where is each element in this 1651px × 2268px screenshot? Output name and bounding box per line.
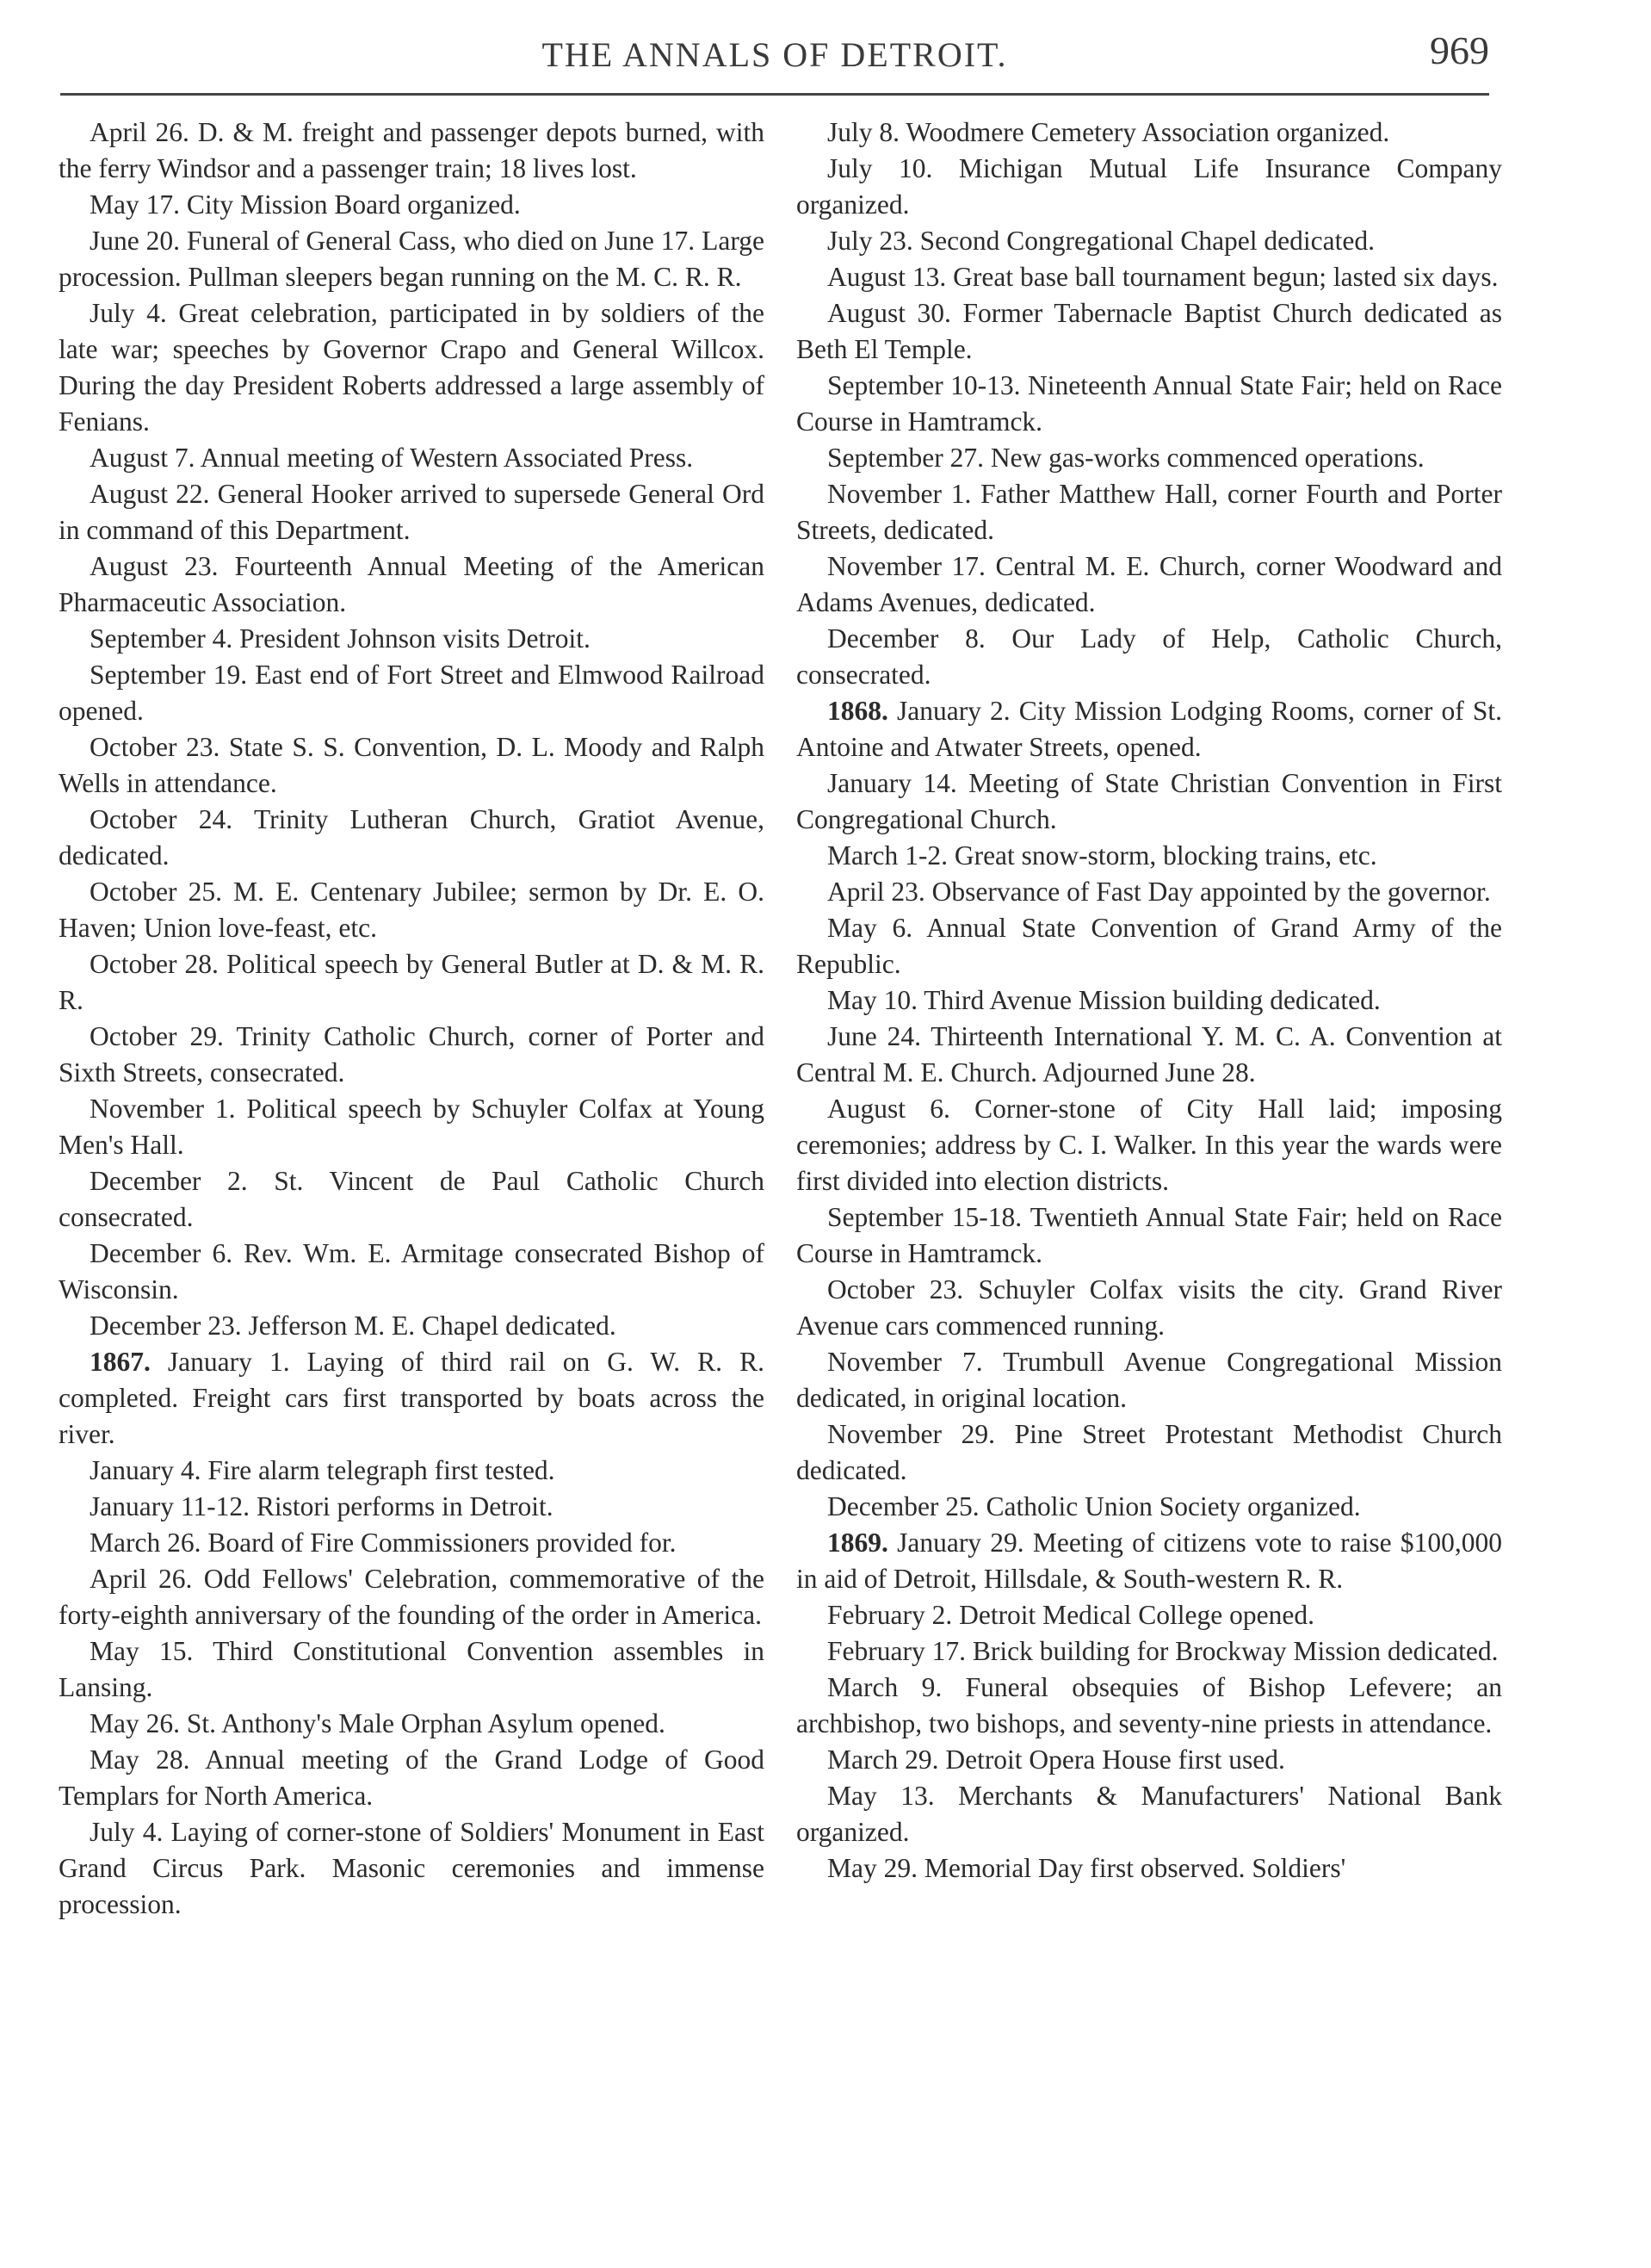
annal-entry bbox=[59, 1489, 764, 1525]
entry-text: November 7. Trumbull Avenue Congregational Mission dedicated, in original location. bbox=[796, 1347, 1502, 1413]
entry-text: November 1. Father Matthew Hall, corner Fourth and Porter Streets, dedicated. bbox=[796, 479, 1502, 545]
entry-text: January 4. Fire alarm telegraph first tested. bbox=[90, 1455, 555, 1485]
entry-text: February 17. Brick building for Brockway Mission dedicated. bbox=[827, 1636, 1499, 1666]
entry-text: January 1. Laying of third rail on G. W. R. R. completed. Freight cars first transported by boats across the river. bbox=[59, 1347, 764, 1449]
annal-entry bbox=[59, 1706, 764, 1742]
annal-entry bbox=[796, 765, 1502, 838]
entry-text: October 29. Trinity Catholic Church, corner of Porter and Sixth Streets, consecrated. bbox=[59, 1021, 764, 1088]
annal-entry bbox=[59, 1742, 764, 1814]
annal-entry bbox=[796, 621, 1502, 693]
annal-entry bbox=[59, 295, 764, 440]
annal-entry bbox=[59, 187, 764, 223]
entry-text: April 26. Odd Fellows' Celebration, commemorative of the forty-eighth anniversary of the founding of the order in America. bbox=[59, 1564, 764, 1630]
entry-text: August 13. Great base ball tournament begun; lasted six days. bbox=[827, 262, 1499, 292]
entry-text: August 6. Corner-stone of City Hall laid; imposing ceremonies; address by C. I. Walker. In this year the wards were first divided into election districts. bbox=[796, 1094, 1502, 1196]
annal-entry bbox=[59, 223, 764, 295]
entry-text: December 2. St. Vincent de Paul Catholic Church consecrated. bbox=[59, 1166, 764, 1232]
annal-entry bbox=[796, 1597, 1502, 1633]
annal-entry bbox=[796, 1489, 1502, 1525]
entry-text: February 2. Detroit Medical College opened. bbox=[827, 1600, 1314, 1630]
entry-text: July 8. Woodmere Cemetery Association organized. bbox=[827, 117, 1390, 147]
annal-entry bbox=[796, 1742, 1502, 1778]
annal-entry bbox=[796, 1778, 1502, 1850]
entry-text: July 23. Second Congregational Chapel dedicated. bbox=[827, 226, 1375, 256]
year-heading: 1869. bbox=[827, 1527, 888, 1558]
annal-entry bbox=[59, 476, 764, 548]
entry-text: November 29. Pine Street Protestant Methodist Church dedicated. bbox=[796, 1419, 1502, 1485]
entry-text: December 23. Jefferson M. E. Chapel dedicated. bbox=[90, 1311, 616, 1341]
entry-text: May 17. City Mission Board organized. bbox=[90, 189, 521, 220]
entry-text: April 26. D. & M. freight and passenger depots burned, with the ferry Windsor and a passenger train; 18 lives lost. bbox=[59, 117, 764, 183]
entry-text: December 25. Catholic Union Society organized. bbox=[827, 1491, 1361, 1521]
annal-entry bbox=[796, 295, 1502, 368]
page-number: 969 bbox=[1430, 28, 1489, 72]
entry-text: October 24. Trinity Lutheran Church, Gratiot Avenue, dedicated. bbox=[59, 804, 764, 871]
entry-text: July 4. Laying of corner-stone of Soldiers' Monument in East Grand Circus Park. Masonic ceremonies and immense procession. bbox=[59, 1817, 764, 1919]
annal-entry bbox=[796, 1272, 1502, 1344]
entry-text: May 6. Annual State Convention of Grand Army of the Republic. bbox=[796, 913, 1502, 979]
entry-text: March 9. Funeral obsequies of Bishop Lefevere; an archbishop, two bishops, and seventy-nine priests in attendance. bbox=[796, 1672, 1502, 1738]
annal-entry bbox=[796, 476, 1502, 548]
annal-entry bbox=[59, 548, 764, 621]
annal-entry bbox=[796, 1019, 1502, 1091]
entry-text: July 10. Michigan Mutual Life Insurance Company organized. bbox=[796, 153, 1502, 220]
annal-entry bbox=[59, 440, 764, 476]
left-column bbox=[59, 115, 764, 1923]
entry-text: May 29. Memorial Day first observed. Soldiers' bbox=[827, 1853, 1346, 1883]
annal-entry bbox=[796, 151, 1502, 223]
annal-entry bbox=[796, 1091, 1502, 1199]
entry-text: October 25. M. E. Centenary Jubilee; sermon by Dr. E. O. Haven; Union love-feast, etc. bbox=[59, 877, 764, 943]
entry-text: June 20. Funeral of General Cass, who died on June 17. Large procession. Pullman sleepers began running on the M. C. R. R. bbox=[59, 226, 764, 292]
annal-entry bbox=[59, 802, 764, 874]
entry-text: May 13. Merchants & Manufacturers' National Bank organized. bbox=[796, 1781, 1502, 1847]
entry-text: November 1. Political speech by Schuyler Colfax at Young Men's Hall. bbox=[59, 1094, 764, 1160]
entry-text: September 27. New gas-works commenced operations. bbox=[827, 443, 1425, 473]
entry-text: September 19. East end of Fort Street and Elmwood Railroad opened. bbox=[59, 660, 764, 726]
entry-text: December 8. Our Lady of Help, Catholic Church, consecrated. bbox=[796, 623, 1502, 690]
entry-text: January 14. Meeting of State Christian Convention in First Congregational Church. bbox=[796, 768, 1502, 834]
entry-text: January 2. City Mission Lodging Rooms, corner of St. Antoine and Atwater Streets, opened. bbox=[796, 696, 1502, 762]
entry-text: May 15. Third Constitutional Convention assembles in Lansing. bbox=[59, 1636, 764, 1702]
annal-entry bbox=[796, 838, 1502, 874]
running-title: THE ANNALS OF DETROIT. bbox=[541, 35, 1008, 74]
annal-entry bbox=[796, 693, 1502, 765]
entry-text: August 7. Annual meeting of Western Associated Press. bbox=[90, 443, 694, 473]
entry-text: October 23. State S. S. Convention, D. L. Moody and Ralph Wells in attendance. bbox=[59, 732, 764, 798]
entry-text: March 29. Detroit Opera House first used. bbox=[827, 1744, 1285, 1775]
entry-text: May 28. Annual meeting of the Grand Lodge of Good Templars for North America. bbox=[59, 1744, 764, 1811]
annal-entry bbox=[796, 1850, 1502, 1887]
entry-text: May 10. Third Avenue Mission building dedicated. bbox=[827, 985, 1381, 1015]
year-heading: 1867. bbox=[90, 1347, 151, 1377]
annal-entry bbox=[59, 1091, 764, 1163]
entry-text: June 24. Thirteenth International Y. M. C. A. Convention at Central M. E. Church. Adjourned June 28. bbox=[796, 1021, 1502, 1088]
annal-entry bbox=[59, 1019, 764, 1091]
annal-entry bbox=[59, 1163, 764, 1236]
entry-text: August 30. Former Tabernacle Baptist Church dedicated as Beth El Temple. bbox=[796, 298, 1502, 364]
annal-entry bbox=[796, 440, 1502, 476]
entry-text: March 26. Board of Fire Commissioners provided for. bbox=[90, 1527, 677, 1558]
annal-entry bbox=[796, 1670, 1502, 1742]
annal-entry bbox=[59, 946, 764, 1019]
annal-entry bbox=[59, 729, 764, 802]
entry-text: March 1-2. Great snow-storm, blocking trains, etc. bbox=[827, 840, 1377, 871]
page-header bbox=[60, 24, 1489, 96]
annal-entry bbox=[796, 982, 1502, 1019]
entry-text: October 23. Schuyler Colfax visits the city. Grand River Avenue cars commenced running. bbox=[796, 1274, 1502, 1341]
annal-entry bbox=[59, 115, 764, 187]
annal-entry bbox=[796, 1344, 1502, 1416]
entry-text: October 28. Political speech by General Butler at D. & M. R. R. bbox=[59, 949, 764, 1015]
annal-entry bbox=[796, 874, 1502, 910]
entry-text: May 26. St. Anthony's Male Orphan Asylum opened. bbox=[90, 1708, 665, 1738]
entry-text: November 17. Central M. E. Church, corner Woodward and Adams Avenues, dedicated. bbox=[796, 551, 1502, 617]
annal-entry bbox=[796, 1416, 1502, 1489]
entry-text: January 11-12. Ristori performs in Detroit. bbox=[90, 1491, 553, 1521]
right-column bbox=[796, 115, 1502, 1887]
entry-text: December 6. Rev. Wm. E. Armitage consecrated Bishop of Wisconsin. bbox=[59, 1238, 764, 1304]
entry-text: August 23. Fourteenth Annual Meeting of the American Pharmaceutic Association. bbox=[59, 551, 764, 617]
annal-entry bbox=[59, 1236, 764, 1308]
entry-text: September 10-13. Nineteenth Annual State Fair; held on Race Course in Hamtramck. bbox=[796, 370, 1502, 437]
annal-entry bbox=[59, 1633, 764, 1706]
header-rule bbox=[60, 93, 1489, 96]
entry-text: July 4. Great celebration, participated in by soldiers of the late war; speeches by Governor Crapo and General Willcox. During the day President Roberts addressed a large assembly of Fenians. bbox=[59, 298, 764, 437]
annal-entry bbox=[796, 1525, 1502, 1597]
annal-entry bbox=[796, 259, 1502, 295]
annal-entry bbox=[796, 1633, 1502, 1670]
year-heading: 1868. bbox=[827, 696, 888, 726]
annal-entry bbox=[796, 910, 1502, 982]
entry-text: August 22. General Hooker arrived to supersede General Ord in command of this Department. bbox=[59, 479, 764, 545]
annal-entry bbox=[796, 115, 1502, 151]
annal-entry bbox=[59, 1453, 764, 1489]
entry-text: September 4. President Johnson visits Detroit. bbox=[90, 623, 591, 654]
annal-entry bbox=[59, 657, 764, 729]
entry-text: September 15-18. Twentieth Annual State Fair; held on Race Course in Hamtramck. bbox=[796, 1202, 1502, 1268]
annal-entry bbox=[59, 1344, 764, 1453]
annal-entry bbox=[59, 874, 764, 946]
annal-entry bbox=[59, 1525, 764, 1561]
annal-entry bbox=[796, 548, 1502, 621]
annal-entry bbox=[59, 1308, 764, 1344]
annal-entry bbox=[796, 223, 1502, 259]
annal-entry bbox=[59, 1561, 764, 1633]
annal-entry bbox=[59, 1814, 764, 1923]
annal-entry bbox=[796, 1199, 1502, 1272]
entry-text: April 23. Observance of Fast Day appointed by the governor. bbox=[827, 877, 1491, 907]
entry-text: January 29. Meeting of citizens vote to raise $100,000 in aid of Detroit, Hillsdale, & South-western R. R. bbox=[796, 1527, 1502, 1594]
annal-entry bbox=[59, 621, 764, 657]
annal-entry bbox=[796, 368, 1502, 440]
